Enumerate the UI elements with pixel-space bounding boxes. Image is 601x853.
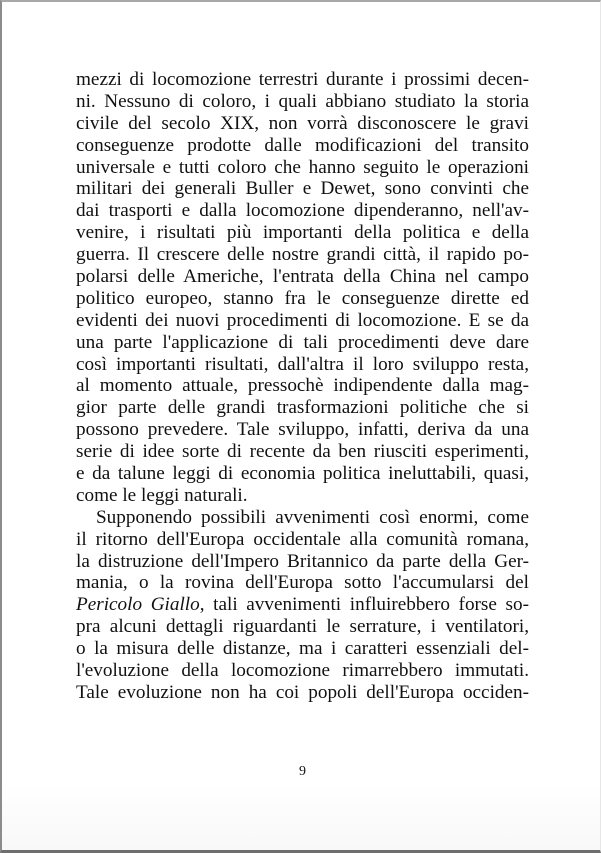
paragraph-2 (76, 507, 529, 704)
text-line: o la misura delle distanze, ma i caratteri essenziali del- (76, 638, 529, 660)
text-line: l'evoluzione della locomozione rimarrebbero immutati. (76, 660, 529, 682)
text-line: guerra. Il crescere delle nostre grandi città, il rapido po- (76, 244, 529, 266)
text-fragment: , tali avvenimenti influirebbero forse so- (199, 594, 529, 616)
text-line: Supponendo possibili avvenimenti così enormi, come (96, 506, 529, 528)
text-line: venire, i risultati più importanti della politica e della (76, 222, 529, 244)
text-line: e da talune leggi di economia politica ineluttabili, quasi, (76, 463, 529, 485)
italic-phrase: Pericolo Giallo (76, 594, 200, 616)
text-line: il ritorno dell'Europa occidentale alla comunità romana, (76, 528, 529, 550)
page-number: 9 (299, 764, 306, 779)
text-line: militari dei generali Buller e Dewet, sono convinti che (76, 178, 529, 200)
text-line: così importanti risultati, dall'altra il loro sviluppo resta, (76, 353, 529, 375)
text-line: dai trasporti e dalla locomozione dipenderanno, nell'av- (76, 200, 529, 222)
text-line: al momento attuale, pressochè indipendente dalla mag- (76, 375, 529, 397)
text-line: mania, o la rovina dell'Europa sotto l'accumularsi del (76, 572, 529, 594)
text-line: gior parte delle grandi trasformazioni politiche che si (76, 397, 529, 419)
text-line: universale e tutti coloro che hanno seguito le operazioni (76, 156, 529, 178)
text-line: la distruzione dell'Impero Britannico da parte della Ger- (76, 550, 529, 572)
text-line: polarsi delle Americhe, l'entrata della China nel campo (76, 266, 529, 288)
text-line: pra alcuni dettagli riguardanti le serrature, i ventilatori, (76, 616, 529, 638)
text-line: serie di idee sorte di recente da ben riusciti esperimenti, (76, 441, 529, 463)
text-line: politico europeo, stanno fra le conseguenze dirette ed (76, 287, 529, 309)
text-line: evidenti dei nuovi procedimenti di locomozione. E se da (76, 309, 529, 331)
text-line-with-italic (76, 594, 529, 616)
paragraph-1 (76, 69, 529, 507)
text-line: conseguenze prodotte dalle modificazioni del transito (76, 134, 529, 156)
text-line: ni. Nessuno di coloro, i quali abbiano studiato la storia (76, 90, 529, 112)
text-line: possono prevedere. Tale sviluppo, infatti, deriva da una (76, 419, 529, 441)
text-line: come le leggi naturali. (76, 484, 248, 506)
text-line: Tale evoluzione non ha coi popoli dell'Europa occiden- (76, 681, 529, 703)
text-line: civile del secolo XIX, non vorrà disconoscere le gravi (76, 112, 529, 134)
body-text (76, 69, 529, 704)
text-line: una parte l'applicazione di tali procedimenti deve dare (76, 331, 529, 353)
text-line: mezzi di locomozione terrestri durante i prossimi decen- (76, 69, 529, 90)
